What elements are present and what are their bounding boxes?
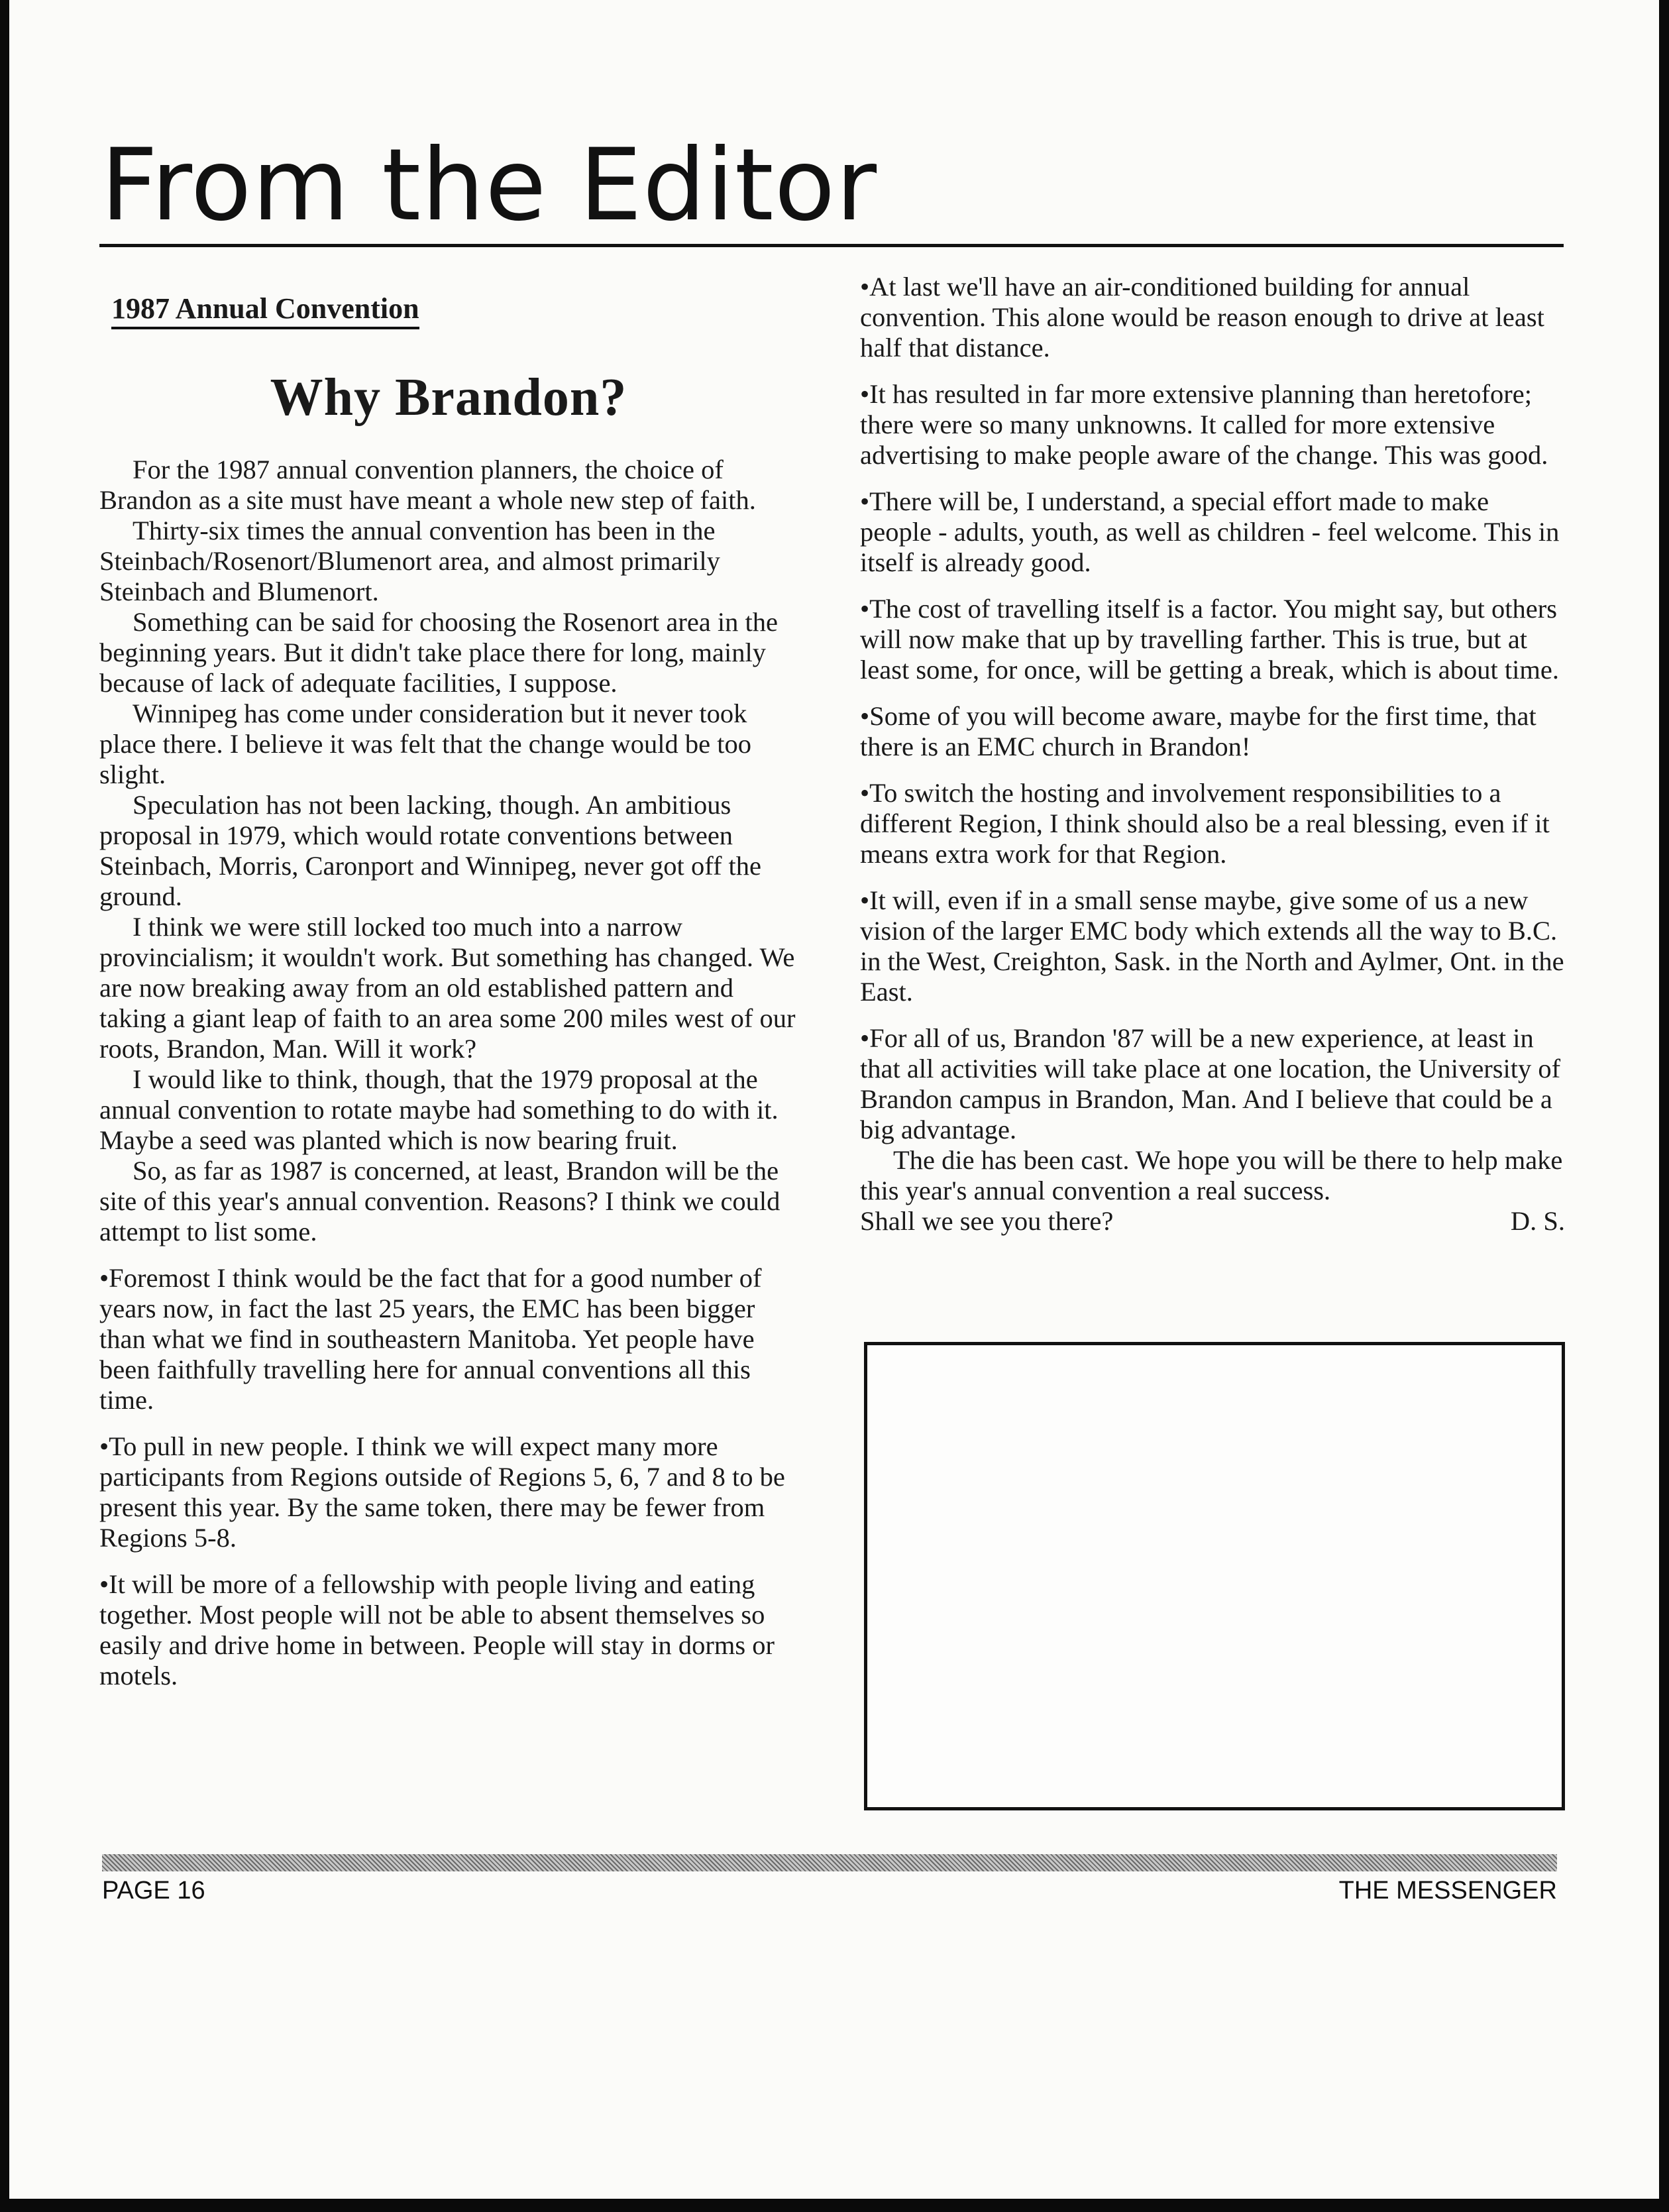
- paragraph: So, as far as 1987 is concerned, at least, Brandon will be the site of this year's annual convention. Reasons? I think we could attempt to list some.: [99, 1156, 781, 1246]
- masthead-rule: [99, 244, 1564, 247]
- bullet-point: •It will, even if in a small sense maybe, give some of us a new vision of the larger EMC body which extends all the way to B.C. in the West, Creighton, Sask. in the North and Aylmer, Ont. in the East.: [860, 885, 1564, 1007]
- bullet-point: •It has resulted in far more extensive planning than heretofore; there were so many unknowns. It called for more extensive advertising to make people aware of the change. This was good.: [860, 379, 1548, 470]
- paragraph: Thirty-six times the annual convention has been in the Steinbach/Rosenort/Blumenort area, and almost primarily Steinbach and Blumenort.: [99, 516, 720, 606]
- blank-photo-frame: [864, 1342, 1565, 1810]
- editor-signature: D. S.: [1510, 1206, 1565, 1236]
- closing-signoff: [860, 1206, 1565, 1237]
- right-column: [860, 272, 1565, 1237]
- bullet-point: •The cost of travelling itself is a factor. You might say, but others will now make that up by travelling farther. This is true, but at least some, for once, will be getting a break, which is about time.: [860, 594, 1559, 685]
- bullet-point: •Foremost I think would be the fact that for a good number of years now, in fact the last 25 years, the EMC has been bigger than what we find in southeastern Manitoba. Yet people have been faithfully travelling here for annual conventions all this time.: [99, 1263, 762, 1415]
- bullet-point: •For all of us, Brandon '87 will be a new experience, at least in that all activities will take place at one location, the University of Brandon campus in Brandon, Man. And I believe that could be a big advantage.: [860, 1023, 1561, 1144]
- paragraph: Something can be said for choosing the Rosenort area in the beginning years. But it didn't take place there for long, mainly because of lack of adequate facilities, I suppose.: [99, 607, 778, 698]
- paragraph: For the 1987 annual convention planners, the choice of Brandon as a site must have meant a whole new step of faith.: [99, 455, 756, 515]
- bullet-point: •To switch the hosting and involvement responsibilities to a different Region, I think should also be a real blessing, even if it means extra work for that Region.: [860, 778, 1550, 869]
- page-number: PAGE 16: [102, 1877, 205, 1905]
- paragraph: I would like to think, though, that the 1979 proposal at the annual convention to rotate maybe had something to do with it. Maybe a seed was planted which is now bearing fruit.: [99, 1064, 779, 1155]
- paragraph: I think we were still locked too much into a narrow provincialism; it wouldn't work. But something has changed. We are now breaking away from an old established pattern and taking a giant leap of faith to an area some 200 miles west of our roots, Brandon, Man. Will it work?: [99, 912, 796, 1064]
- paragraph: Winnipeg has come under consideration but it never took place there. I believe it was felt that the change would be too slight.: [99, 698, 751, 789]
- bullet-point: •It will be more of a fellowship with people living and eating together. Most people will not be able to absent themselves so easily and drive home in between. People will stay in dorms or motels.: [99, 1569, 775, 1690]
- bullet-point: •There will be, I understand, a special effort made to make people - adults, youth, as well as children - feel welcome. This in itself is already good.: [860, 486, 1560, 577]
- paragraph: Speculation has not been lacking, though. An ambitious proposal in 1979, which would rotate conventions between Steinbach, Morris, Caronport and Winnipeg, never got off the ground.: [99, 790, 762, 911]
- bullet-point: •At last we'll have an air-conditioned building for annual convention. This alone would be reason enough to drive at least half that distance.: [860, 272, 1544, 362]
- closing-question: Shall we see you there?: [860, 1206, 1114, 1236]
- article-headline: Why Brandon?: [270, 368, 627, 427]
- bullet-point: •Some of you will become aware, maybe for the first time, that there is an EMC church in Brandon!: [860, 701, 1536, 761]
- document-page: [9, 0, 1659, 2199]
- footer-halftone-bar: [102, 1854, 1557, 1871]
- bullet-point: •To pull in new people. I think we will expect many more participants from Regions outside of Regions 5, 6, 7 and 8 to be present this year. By the same token, there may be fewer from Regions 5-8.: [99, 1431, 785, 1553]
- left-column: [99, 292, 798, 1691]
- section-kicker: 1987 Annual Convention: [111, 292, 419, 329]
- publication-name: THE MESSENGER: [1338, 1877, 1557, 1905]
- closing-paragraph: The die has been cast. We hope you will be there to help make this year's annual convention a real success.: [860, 1145, 1563, 1205]
- masthead-title: From the Editor: [101, 128, 878, 243]
